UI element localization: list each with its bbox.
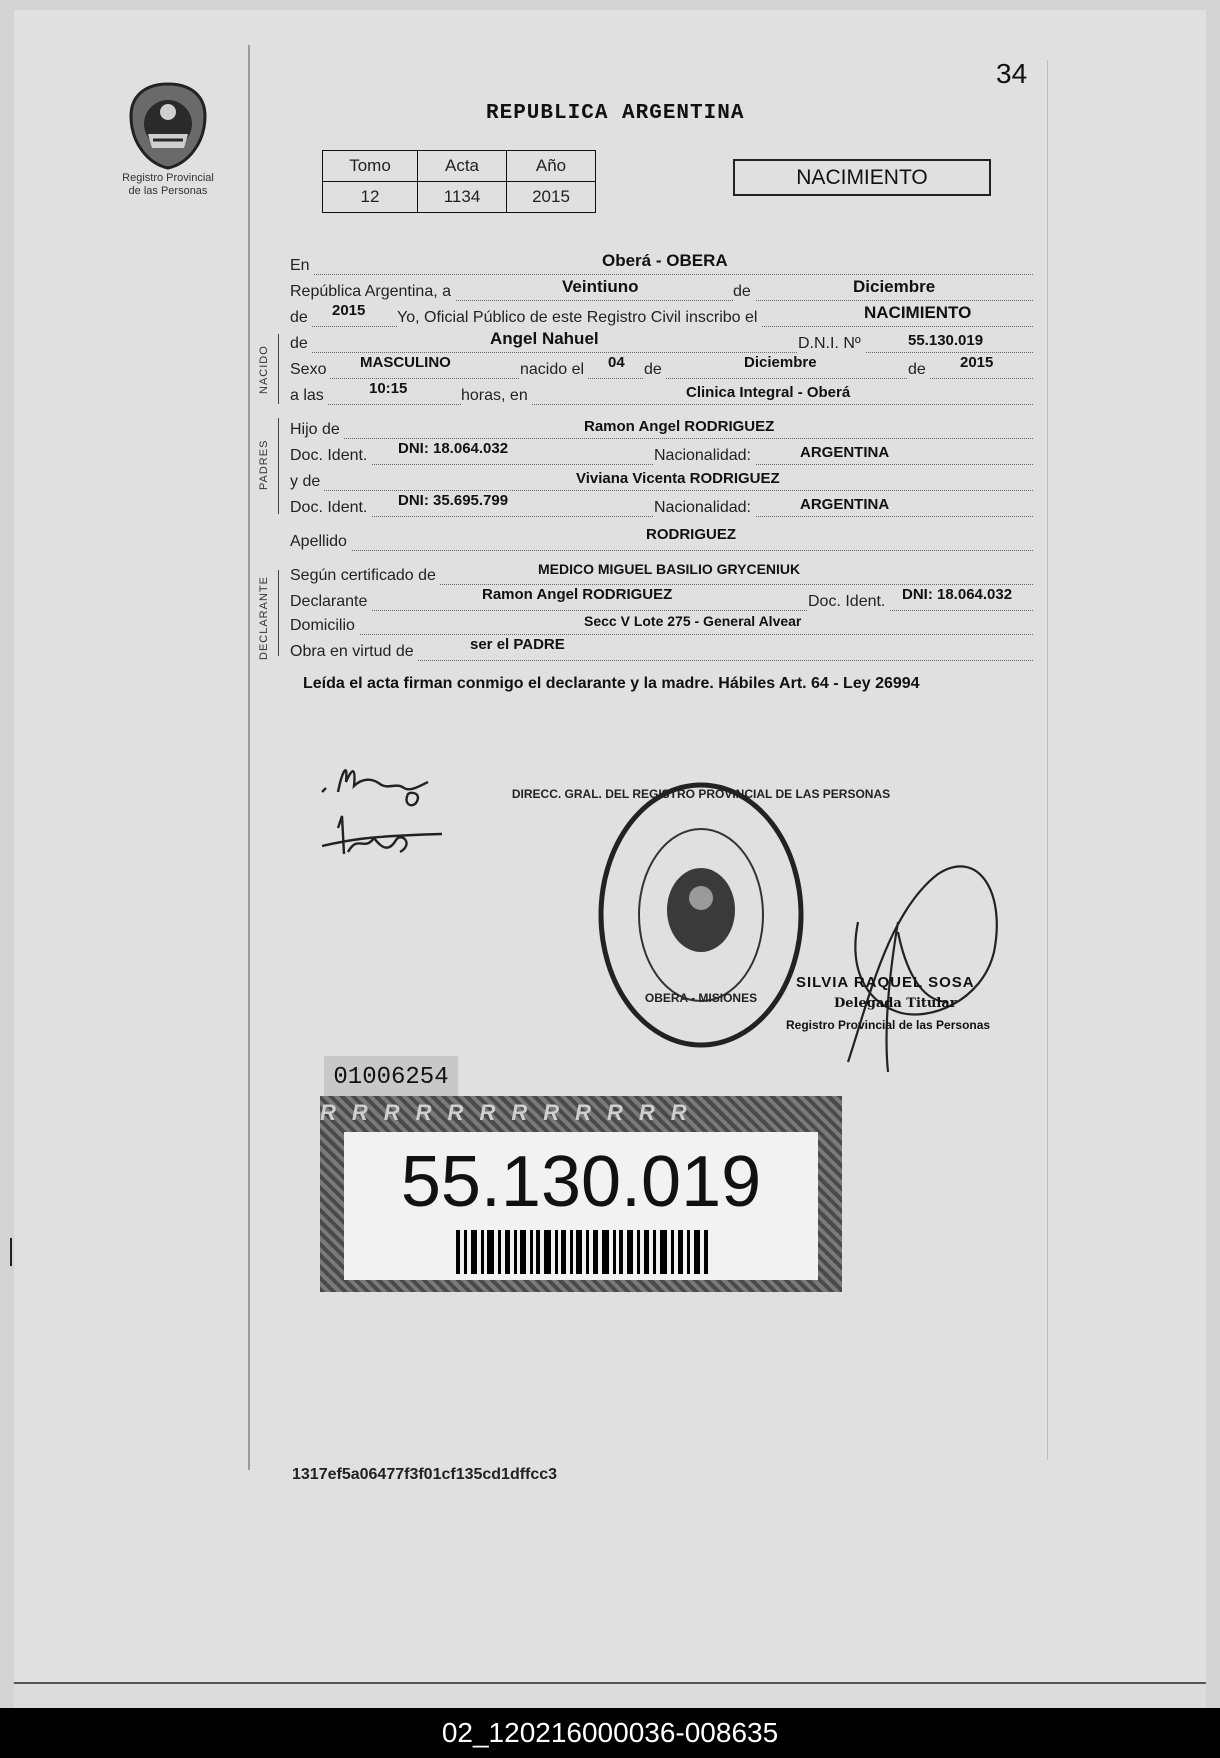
row-declarant — [290, 588, 1033, 611]
seal-inner-text: OBERA - MISIONES — [644, 991, 758, 1005]
label-time: a las — [290, 385, 328, 407]
label-capacity: Obra en virtud de — [290, 641, 418, 663]
label-republic: República Argentina, a — [290, 281, 455, 303]
left-margin-rule — [248, 45, 250, 1470]
record-table-header-row — [323, 151, 596, 182]
value-child-name: Angel Nahuel — [490, 329, 599, 348]
registry-logo — [108, 80, 228, 198]
misiones-coat-of-arms-icon — [123, 80, 213, 172]
label-address: Domicilio — [290, 615, 359, 637]
row-mother-doc — [290, 494, 1033, 517]
value-acta: 1134 — [418, 182, 507, 213]
official-role: Delegada Titular — [834, 996, 957, 1011]
value-declarant-doc: DNI: 18.064.032 — [902, 586, 1013, 603]
row-date — [290, 278, 1033, 301]
record-type-box: NACIMIENTO — [733, 159, 991, 196]
row-certificate — [290, 562, 1033, 585]
label-father-doc: Doc. Ident. — [290, 445, 371, 467]
label-son-of: Hijo de — [290, 419, 344, 441]
record-table-value-row — [323, 182, 596, 213]
page-number: 34 — [996, 58, 1028, 89]
label-de-birth-year: de — [908, 359, 930, 381]
row-address — [290, 612, 1033, 635]
record-table — [322, 150, 596, 213]
section-bar-declarante — [278, 570, 279, 656]
section-bar-nacido — [278, 334, 279, 404]
row-child-name — [290, 330, 1033, 353]
dni-sticker — [320, 1096, 842, 1292]
value-mother-doc: DNI: 35.695.799 — [398, 492, 509, 509]
logo-label-line1: Registro Provincial — [122, 172, 214, 184]
margin-mark — [10, 1238, 12, 1266]
label-surname: Apellido — [290, 531, 351, 553]
value-sex: MASCULINO — [360, 354, 451, 371]
barcode-icon — [456, 1230, 708, 1274]
country-heading: REPUBLICA ARGENTINA — [486, 102, 745, 125]
row-place — [290, 252, 1033, 275]
seal-outer-text: DIRECC. GRAL. DEL REGISTRO PROVINCIAL DE LAS PERSONAS — [511, 787, 891, 801]
label-declarant-doc: Doc. Ident. — [808, 591, 889, 613]
row-surname — [290, 528, 1033, 551]
value-birth-month: Diciembre — [744, 354, 817, 371]
label-sex: Sexo — [290, 359, 330, 381]
label-de-year: de — [290, 307, 312, 329]
row-capacity — [290, 638, 1033, 661]
section-label-declarante: DECLARANTE — [258, 576, 270, 660]
value-day-words: Veintiuno — [562, 277, 639, 296]
footer-file-id: 02_120216000036-008635 — [0, 1708, 1220, 1758]
sticker-pattern: RRRRRRRRRRRR — [320, 1100, 703, 1125]
value-address: Secc V Lote 275 - General Alvear — [584, 613, 802, 629]
value-birth-day: 04 — [608, 354, 625, 371]
serial-number: 01006254 — [324, 1056, 458, 1098]
value-event: NACIMIENTO — [864, 303, 972, 322]
value-capacity: ser el PADRE — [470, 636, 565, 653]
sticker-label — [344, 1132, 818, 1280]
section-label-padres: PADRES — [258, 439, 270, 490]
label-declarant: Declarante — [290, 591, 371, 613]
right-margin-rule — [1047, 60, 1048, 1460]
logo-label-line2: de las Personas — [128, 185, 208, 197]
value-birth-place: Clinica Integral - Oberá — [686, 384, 851, 401]
label-de-birth: de — [644, 359, 666, 381]
label-mother-nationality: Nacionalidad: — [654, 497, 755, 519]
value-birth-time: 10:15 — [369, 380, 408, 397]
label-place: En — [290, 255, 314, 277]
value-father-name: Ramon Angel RODRIGUEZ — [584, 418, 775, 435]
declarant-signature — [318, 752, 468, 862]
value-year: 2015 — [332, 302, 366, 319]
value-certificate: MEDICO MIGUEL BASILIO GRYCENIUK — [538, 561, 801, 577]
label-father-nationality: Nacionalidad: — [654, 445, 755, 467]
label-hours: horas, en — [461, 385, 532, 407]
value-tomo: 12 — [323, 182, 418, 213]
value-ano: 2015 — [507, 182, 596, 213]
sticker-number: 55.130.019 — [400, 1142, 762, 1222]
document-hash: 1317ef5a06477f3f01cf135cd1dffcc3 — [292, 1466, 558, 1483]
value-birth-year: 2015 — [960, 354, 994, 371]
row-father — [290, 416, 1033, 439]
section-bar-padres — [278, 418, 279, 514]
label-certificate: Según certificado de — [290, 565, 440, 587]
value-month: Diciembre — [853, 277, 936, 296]
header-ano: Año — [507, 151, 596, 182]
value-father-nationality: ARGENTINA — [800, 444, 890, 461]
label-de: de — [733, 281, 755, 303]
value-mother-name: Viviana Vicenta RODRIGUEZ — [576, 470, 780, 487]
label-and: y de — [290, 471, 324, 493]
official-signature — [828, 852, 1008, 1082]
value-mother-nationality: ARGENTINA — [800, 496, 890, 513]
header-acta: Acta — [418, 151, 507, 182]
row-sex-birth — [290, 356, 1033, 379]
value-place: Oberá - OBERA — [602, 251, 728, 270]
official-office: Registro Provincial de las Personas — [786, 1018, 991, 1032]
label-born: nacido el — [520, 359, 588, 381]
row-time-place — [290, 382, 1033, 405]
header-tomo: Tomo — [323, 151, 418, 182]
row-father-doc — [290, 442, 1033, 465]
row-mother — [290, 468, 1033, 491]
closing-text: Leída el acta firman conmigo el declarante y la madre. Hábiles Art. 64 - Ley 26994 — [303, 675, 920, 692]
label-mother-doc: Doc. Ident. — [290, 497, 371, 519]
label-official-text: Yo, Oficial Público de este Registro Civil inscribo el — [397, 307, 761, 329]
label-dni: D.N.I. Nº — [798, 333, 865, 355]
value-child-dni: 55.130.019 — [908, 332, 984, 349]
value-surname: RODRIGUEZ — [646, 526, 736, 543]
value-declarant: Ramon Angel RODRIGUEZ — [482, 586, 673, 603]
official-name: SILVIA RAQUEL SOSA — [796, 974, 975, 991]
section-label-nacido: NACIDO — [258, 345, 270, 394]
value-father-doc: DNI: 18.064.032 — [398, 440, 509, 457]
row-year — [290, 304, 1033, 327]
label-name: de — [290, 333, 312, 355]
